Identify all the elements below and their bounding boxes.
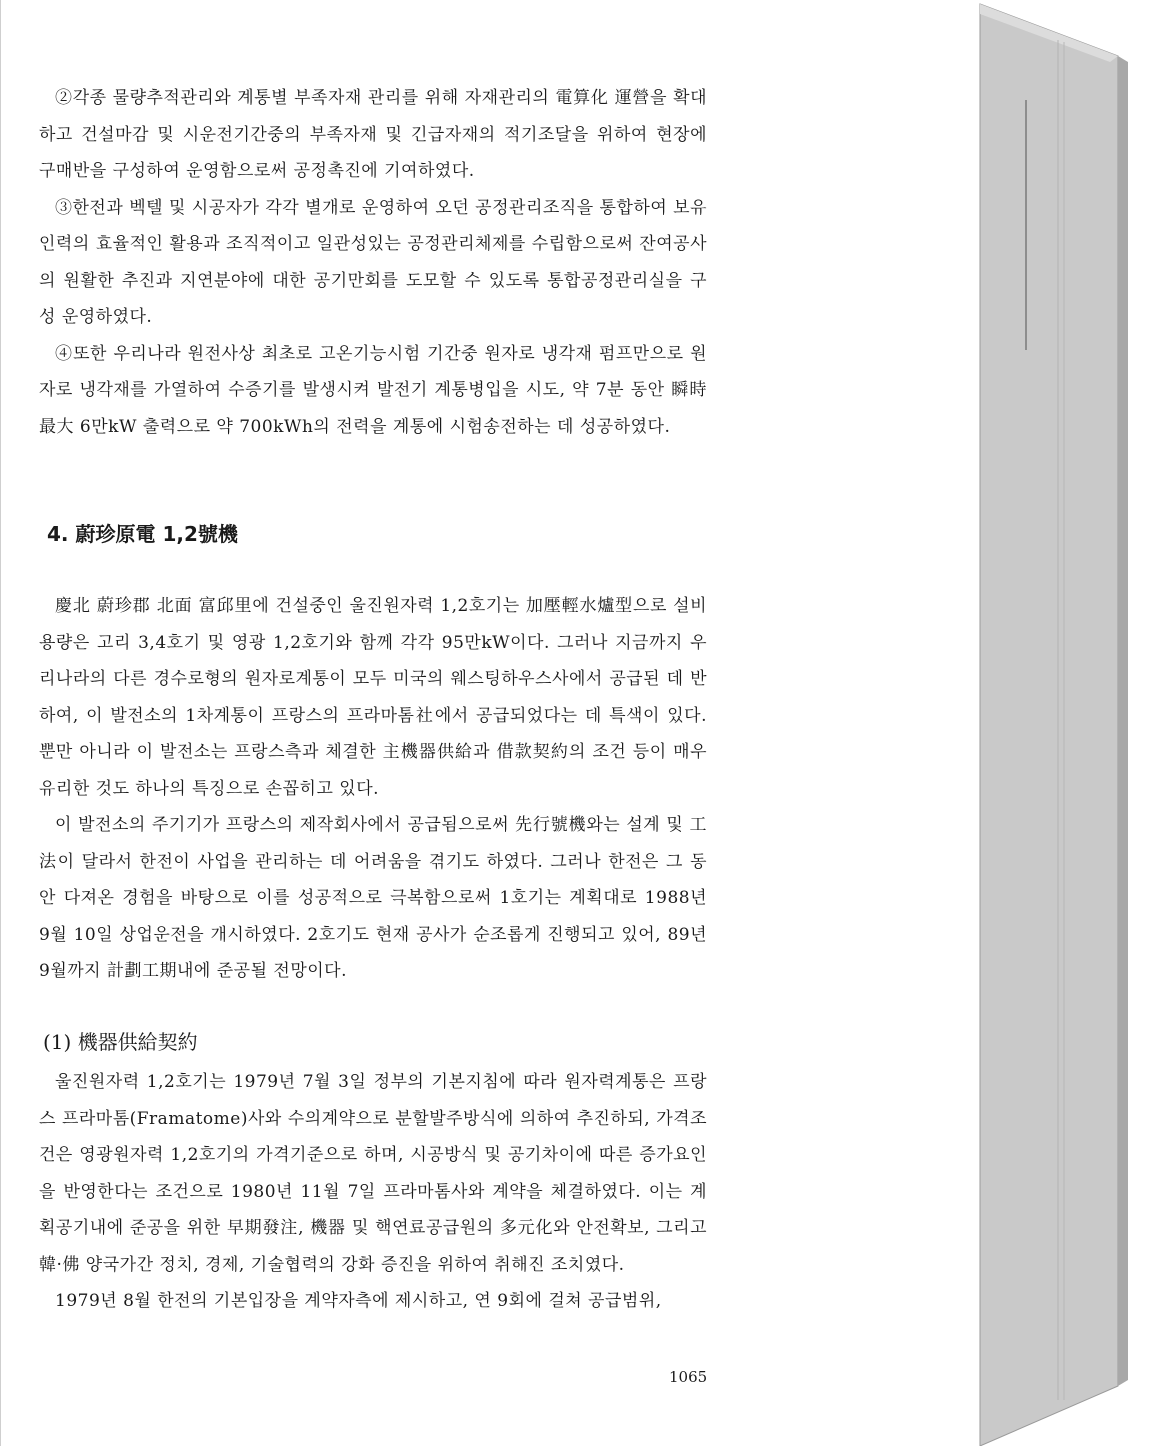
paragraph-item-3: ③한전과 벡텔 및 시공자가 각각 별개로 운영하여 오던 공정관리조직을 통합하여 보유인력의 효율적인 활용과 조직적이고 일관성있는 공정관리체제를 수립함으로써 잔여공사의 원활한 추진과 지연분야에 대한 공기만회를 도모할 수 있도록 통합공정관리실을 구성 운영하였다. — [39, 197, 707, 327]
book-edge-shading — [978, 0, 1173, 1446]
subsection-paragraph-1: 울진원자력 1,2호기는 1979년 7월 3일 정부의 기본지침에 따라 원자력계통은 프랑스 프라마톰(Framatome)사와 수의계약으로 분할발주방식에 의하여 추진하되, 가격조건은 영광원자력 1,2호기의 가격기준으로 하며, 시공방식 및 공기차이에 따른 증가요인을 반영한다는 조건으로 1980년 11월 7일 프라마톰사와 계약을 체결하였다. 이는 계획공기내에 준공을 위한 早期發注, 機器 및 핵연료공급원의 多元化와 안전확보, 그리고 韓·佛 양국가간 정치, 경제, 기술협력의 강화 증진을 위하여 취해진 조치였다. — [39, 1072, 707, 1275]
section-heading: 4. 蔚珍原電 1,2號機 — [47, 522, 238, 546]
section-paragraph-2: 이 발전소의 주기기가 프랑스의 제작회사에서 공급됨으로써 先行號機와는 설계 및 工法이 달라서 한전이 사업을 관리하는 데 어려움을 겪기도 하였다. 그러나 한전은 그 동안 다져온 경험을 바탕으로 이를 성공적으로 극복함으로써 1호기는 계획대로 1988년 9월 10일 상업운전을 개시하였다. 2호기도 현재 공사가 순조롭게 진행되고 있어, 89년 9월까지 計劃工期내에 준공될 전망이다. — [39, 815, 707, 981]
paragraph-item-4: ④또한 우리나라 원전사상 최초로 고온기능시험 기간중 원자로 냉각재 펌프만으로 원자로 냉각재를 가열하여 수증기를 발생시켜 발전기 계통병입을 시도, 약 7분 동안 瞬時最大 6만kW 출력으로 약 700kWh의 전력을 계통에 시험송전하는 데 성공하였다. — [39, 343, 707, 437]
paragraph-item-2: ②각종 물량추적관리와 계통별 부족자재 관리를 위해 자재관리의 電算化 運營을 확대하고 건설마감 및 시운전기간중의 부족자재 및 긴급자재의 적기조달을 위하여 현장에 구매반을 구성하여 운영함으로써 공정촉진에 기여하였다. — [39, 88, 707, 181]
top-paragraphs — [39, 80, 707, 445]
subsection-body — [39, 1064, 707, 1320]
section-paragraph-1: 慶北 蔚珍郡 北面 富邱里에 건설중인 울진원자력 1,2호기는 加壓輕水爐型으로 설비용량은 고리 3,4호기 및 영광 1,2호기와 함께 각각 95만kW이다. 그러나 지금까지 우리나라의 다른 경수로형의 원자로계통이 모두 미국의 웨스팅하우스사에서 공급된 데 반하여, 이 발전소의 1차계통이 프랑스의 프라마톰社에서 공급되었다는 데 특색이 있다. 뿐만 아니라 이 발전소는 프랑스측과 체결한 主機器供給과 借款契約의 조건 등이 매우 유리한 것도 하나의 특징으로 손꼽히고 있다. — [39, 596, 707, 799]
page-number: 1065 — [669, 1368, 708, 1386]
subsection-paragraph-2: 1979년 8월 한전의 기본입장을 계약자측에 제시하고, 연 9회에 걸쳐 공급범위, — [55, 1291, 662, 1311]
section-4-body — [39, 588, 707, 990]
subsection-heading: (1) 機器供給契約 — [43, 1030, 198, 1054]
